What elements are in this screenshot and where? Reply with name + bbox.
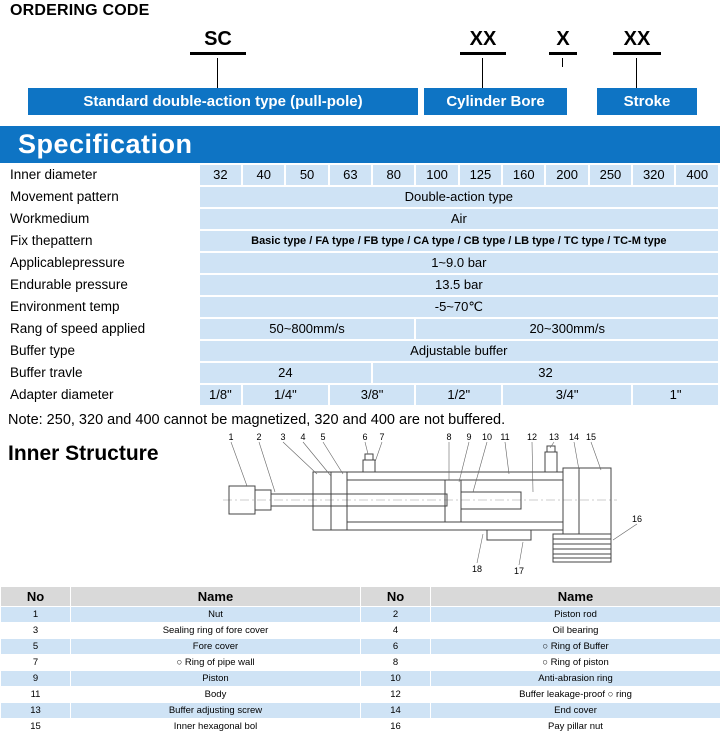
callout-number: 17 [513,566,525,576]
parts-table [0,586,720,734]
inner-structure-title: Inner Structure [8,442,159,465]
parts-header-row [1,587,720,607]
spec-value-cell: Double-action type [200,187,718,207]
spec-value-cell: 40 [243,165,284,185]
ordering-box-type: Standard double-action type (pull-pole) [28,88,418,115]
spec-row [2,363,718,383]
spec-value-cell: 50~800mm/s [200,319,415,339]
spec-row [2,319,718,339]
cylinder-drawing [229,446,611,562]
spec-row-label: Buffer type [2,341,198,361]
spec-value-cell: 1/8" [200,385,241,405]
part-number: 11 [1,687,71,703]
part-name: ○ Ring of Buffer [431,639,720,655]
part-number: 3 [1,623,71,639]
spec-value-cell: 160 [503,165,544,185]
callout-leader-line [477,534,483,563]
part-name: Pay pillar nut [431,719,720,734]
part-number: 4 [361,623,431,639]
spec-value-cell: Air [200,209,718,229]
part-number: 12 [361,687,431,703]
callout-leader-line [303,442,331,476]
ordering-code-x: X [549,28,577,55]
part-number: 2 [361,607,431,623]
spec-row-label: Fix thepattern [2,231,198,251]
callout-number: 8 [446,432,452,442]
spec-value-cell: 1~9.0 bar [200,253,718,273]
spec-row [2,275,718,295]
spec-row-label: Environment temp [2,297,198,317]
spec-value-cell: Adjustable buffer [200,341,718,361]
spec-row [2,209,718,229]
spec-value-cell: 20~300mm/s [416,319,718,339]
spec-row-label: Workmedium [2,209,198,229]
connector-line-stroke [636,58,637,88]
part-number: 15 [1,719,71,734]
spec-row [2,187,718,207]
note-text: Note: 250, 320 and 400 cannot be magnetized, 320 and 400 are not buffered. [8,412,506,428]
spec-value-cell: 3/4" [503,385,631,405]
ordering-box-cylinder-bore: Cylinder Bore [424,88,567,115]
parts-header-cell: Name [431,587,720,607]
part-number: 1 [1,607,71,623]
callout-number: 3 [280,432,286,442]
part-name: Buffer leakage-proof ○ ring [431,687,720,703]
spec-row [2,341,718,361]
part-number: 9 [1,671,71,687]
spec-value-cell: 32 [200,165,241,185]
ordering-code-title: ORDERING CODE [10,2,150,19]
part-name: End cover [431,703,720,719]
spec-row [2,231,718,251]
callout-leader-line [574,442,579,470]
part-name: Inner hexagonal bol [71,719,361,734]
part-name: Body [71,687,361,703]
spec-value-cell: 250 [590,165,631,185]
callout-number: 14 [568,432,580,442]
callout-number: 12 [526,432,538,442]
spec-value-cell: 1/2" [416,385,501,405]
spec-row-label: Inner diameter [2,165,198,185]
spec-value-cell: -5~70℃ [200,297,718,317]
callout-number: 16 [631,514,643,524]
callout-number: 15 [585,432,597,442]
cylinder-diagram [214,430,680,582]
spec-value-cell: 1" [633,385,718,405]
part-number: 16 [361,719,431,734]
part-number: 13 [1,703,71,719]
callout-number: 4 [300,432,306,442]
callout-number: 7 [379,432,385,442]
spec-value-cell: 200 [546,165,587,185]
parts-header-cell: Name [71,587,361,607]
part-name: Sealing ring of fore cover [71,623,361,639]
spec-row [2,385,718,405]
part-name: Oil bearing [431,623,720,639]
spec-value-cell: 24 [200,363,371,383]
spec-value-cell: Basic type / FA type / FB type / CA type / CB type / LB type / TC type / TC-M type [200,231,718,251]
parts-row [1,671,720,687]
part-number: 14 [361,703,431,719]
spec-row [2,165,718,185]
callout-leader-line [231,442,247,486]
spec-value-cell: 13.5 bar [200,275,718,295]
spec-row [2,253,718,273]
ordering-box-stroke: Stroke [597,88,697,115]
callout-leader-line [473,442,487,492]
callout-number: 10 [481,432,493,442]
part-name: Anti-abrasion ring [431,671,720,687]
part-number: 7 [1,655,71,671]
parts-row [1,719,720,734]
spec-value-cell: 100 [416,165,457,185]
callout-number: 5 [320,432,326,442]
callout-number: 6 [362,432,368,442]
spec-row-label: Adapter diameter [2,385,198,405]
specification-table [0,163,720,407]
part-name: ○ Ring of piston [431,655,720,671]
connector-line-bore [482,58,483,88]
part-name: Piston [71,671,361,687]
specification-header: Specification [0,126,720,163]
parts-row [1,639,720,655]
part-number: 8 [361,655,431,671]
parts-row [1,607,720,623]
spec-value-cell: 80 [373,165,414,185]
spec-row-label: Movement pattern [2,187,198,207]
part-name: Buffer adjusting screw [71,703,361,719]
spec-value-cell: 32 [373,363,718,383]
parts-row [1,687,720,703]
part-name: Piston rod [431,607,720,623]
spec-value-cell: 400 [676,165,718,185]
callout-leader-line [532,442,533,492]
spec-row-label: Rang of speed applied [2,319,198,339]
spec-row [2,297,718,317]
spec-value-cell: 63 [330,165,371,185]
parts-row [1,655,720,671]
spec-table-body [2,165,718,405]
ordering-code-section [0,0,720,126]
part-number: 10 [361,671,431,687]
parts-header-cell: No [361,587,431,607]
callout-number: 18 [471,564,483,574]
part-number: 6 [361,639,431,655]
part-name: Fore cover [71,639,361,655]
callout-number: 9 [466,432,472,442]
callout-leader-line [459,442,469,482]
callout-number: 2 [256,432,262,442]
spec-row-label: Applicablepressure [2,253,198,273]
spec-row-label: Endurable pressure [2,275,198,295]
callout-number: 11 [500,432,510,442]
callout-leader-line [519,542,523,565]
callout-leader-line [505,442,509,474]
parts-header-cell: No [1,587,71,607]
connector-line-series [217,58,218,88]
callout-number: 13 [548,432,560,442]
spec-value-cell: 320 [633,165,674,185]
connector-tick-x [562,58,563,67]
callout-leader-line [283,442,317,474]
callout-leader-line [591,442,601,470]
ordering-code-series: SC [190,28,246,55]
callout-leader-line [375,442,382,462]
callout-leader-line [365,442,368,454]
part-name: ○ Ring of pipe wall [71,655,361,671]
ordering-code-stroke: XX [613,28,661,55]
parts-table-body [1,607,720,734]
parts-row [1,703,720,719]
part-name: Nut [71,607,361,623]
inner-structure-section [0,430,720,584]
spec-row-label: Buffer travle [2,363,198,383]
ordering-code-bore: XX [460,28,506,55]
spec-value-cell: 125 [460,165,501,185]
parts-row [1,623,720,639]
spec-value-cell: 50 [286,165,327,185]
callout-leader-line [550,442,554,448]
callout-leader-line [613,524,637,540]
spec-value-cell: 3/8" [330,385,415,405]
callout-leader-line [323,442,343,474]
spec-value-cell: 1/4" [243,385,328,405]
callout-leader-line [259,442,275,492]
callout-number: 1 [228,432,234,442]
part-number: 5 [1,639,71,655]
